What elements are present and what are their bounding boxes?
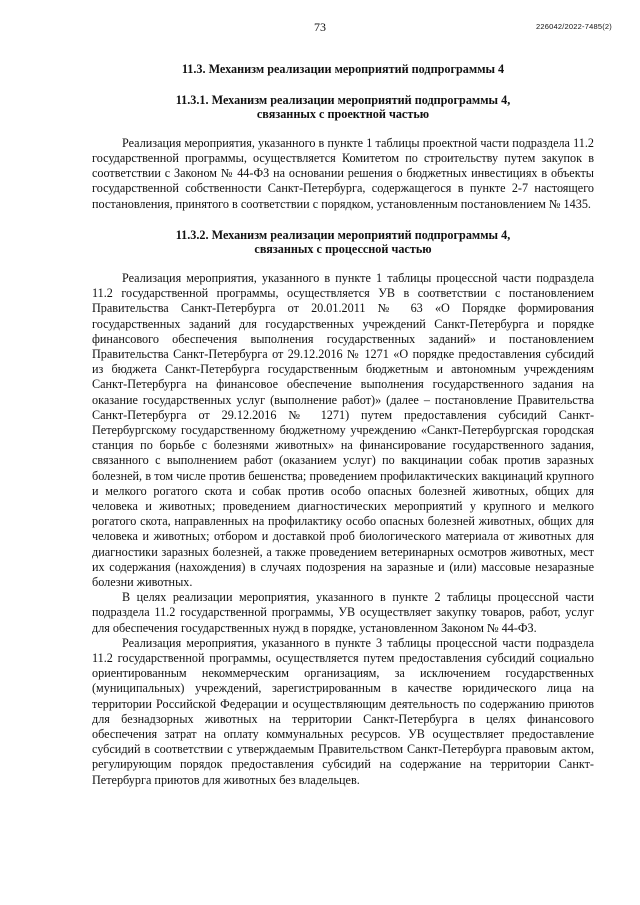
section-title: 11.3. Механизм реализации мероприятий подпрограммы 4 [181,62,505,76]
subsection-2-paragraph-3: Реализация мероприятия, указанного в пункте 3 таблицы процессной части подраздела 11.2 государственной программы, осуществляется путем предоставления субсидий социально ориентированным некоммерческим организациям, за исключением государственных (муниципальных) учреждений, зарегистрированным в качестве юридического лица на территории Российской Федерации и осуществляющим деятельность по содержанию приютов для безнадзорных животных на территории Санкт-Петербурга в целях финансового обеспечения затрат на оплату коммунальных ресурсов. УВ осуществляет предоставление субсидий в соответствии с утверждаемым Правительством Санкт-Петербурга правовым актом, регулирующим порядок предоставления субсидий на содержание на территории Санкт-Петербурга приютов для животных без владельцев. [92,635,594,787]
document-code: 226042/2022-7485(2) [536,22,612,31]
subsection-1-paragraph-1: Реализация мероприятия, указанного в пункте 1 таблицы проектной части подраздела 11.2 государственной программы, осуществляется Комитетом по строительству путем закупок в соответствии с Законом № 44-ФЗ на основании решения о бюджетных инвестициях в объекты государственной собственности Санкт-Петербурга, содержащегося в пункте 2-7 настоящего постановления, принятого в соответствии с порядком, установленным постановлением № 1435. [92,135,594,211]
document-body [92,62,594,788]
subsection-2-paragraph-2: В целях реализации мероприятия, указанного в пункте 2 таблицы процессной части подраздела 11.2 государственной программы, УВ осуществляет закупку товаров, работ, услуг для обеспечения государственных нужд в порядке, установленном Законом № 44-ФЗ. [92,590,594,635]
subsection-1-title-line1: 11.3.1. Механизм реализации мероприятий подпрограммы 4, [175,92,511,107]
subsection-2-title-line1: 11.3.2. Механизм реализации мероприятий подпрограммы 4, [175,227,511,242]
subsection-1-title [92,93,594,122]
subsection-2-title-line2: связанных с процессной частью [254,242,432,257]
subsection-1-title-line2: связанных с проектной частью [256,107,430,122]
subsection-2-paragraph-1: Реализация мероприятия, указанного в пункте 1 таблицы процессной части подраздела 11.2 государственной программы, осуществляется УВ в соответствии с постановлением Правительства Санкт-Петербурга от 20.01.2011 № 63 «О Порядке формирования государственных заданий для государственных учреждений Санкт-Петербурга и порядке финансового обеспечения выполнения государственных заданий» и постановлением Правительства Санкт-Петербурга от 29.12.2016 № 1271 «О порядке предоставления субсидий из бюджета Санкт-Петербурга государственным бюджетным и автономным учреждениям Санкт-Петербурга на финансовое обеспечение выполнения государственного задания на оказание государственных услуг (выполнение работ)» (далее – постановление Правительства Санкт-Петербурга от 29.12.2016 № 1271) путем предоставления субсидий Санкт-Петербургскому государственному бюджетному учреждению «Санкт-Петербургская городская станция по борьбе с болезнями животных» на финансирование государственного задания, связанного с выполнением работ (оказанием услуг) по вакцинации собак против заразных болезней, в том числе против бешенства; проведением профилактических вакцинаций крупного и мелкого рогатого скота и собак против особо опасных болезней животных, общих для человека и животных; проведением диагностических мероприятий у крупного и мелкого рогатого скота, направленных на профилактику особо опасных болезней животных, общих для человека и животных; отбором и доставкой проб биологического материала от животных для диагностики заразных болезней, а также проведением ветеринарных осмотров животных, мест их содержания (нахождения) в случаях подозрения на заразные и (или) массовые незаразные болезни животных. [92,270,594,590]
subsection-2-title [92,228,594,257]
page-number: 73 [314,20,326,34]
